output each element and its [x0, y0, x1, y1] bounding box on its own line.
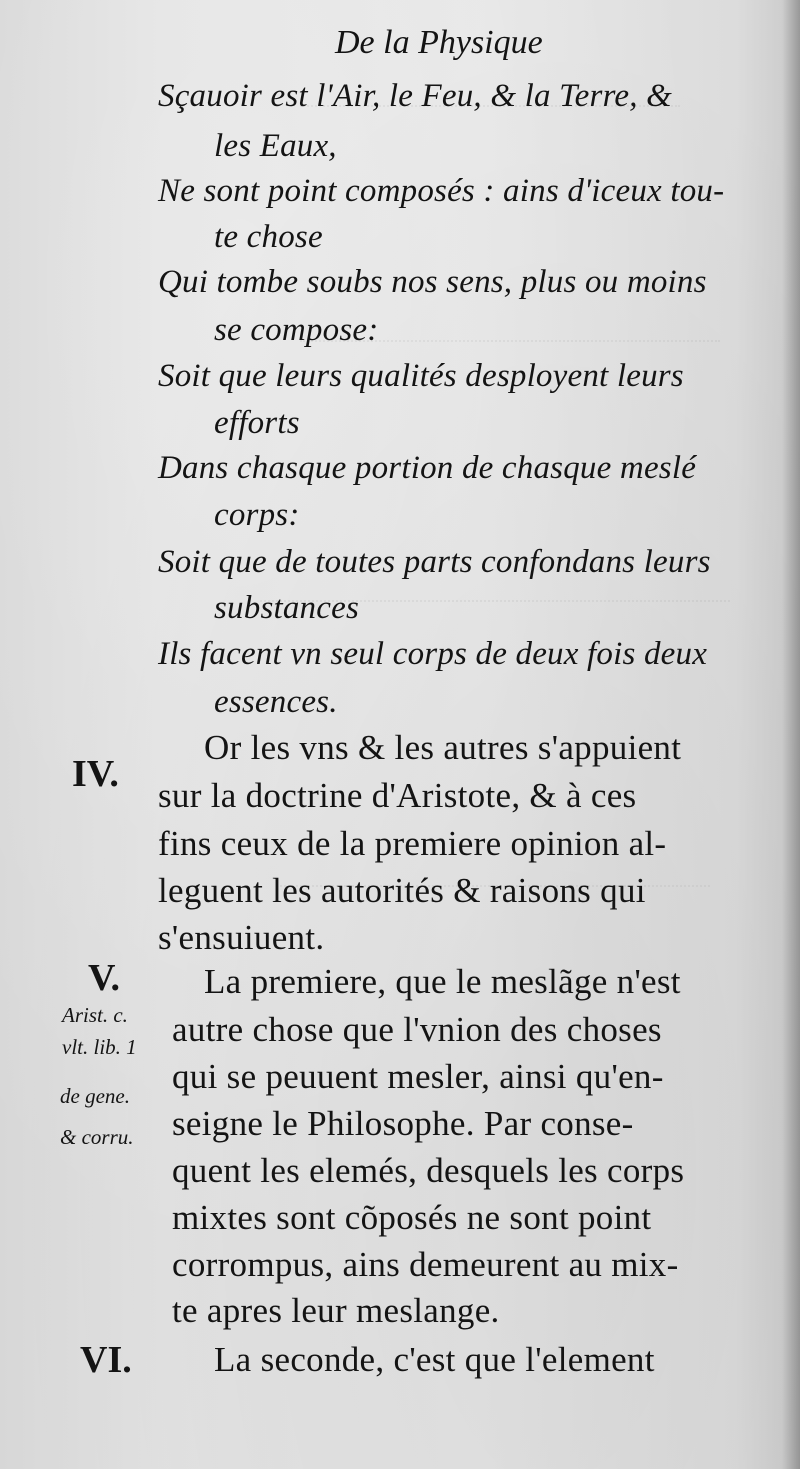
- verse-line: Qui tombe soubs nos sens, plus ou moins: [158, 264, 707, 300]
- paragraph-line: corrompus, ains demeurent au mix-: [172, 1245, 679, 1284]
- margin-note-line: de gene.: [60, 1084, 130, 1108]
- paragraph-line: autre chose que l'vnion des choses: [172, 1010, 662, 1049]
- paragraph-line: Or les vns & les autres s'appuient: [204, 728, 682, 767]
- verse-line: Dans chasque portion de chasque meslé: [158, 450, 697, 486]
- verse-line: corps:: [214, 497, 300, 533]
- paragraph-line: te apres leur meslange.: [172, 1291, 500, 1330]
- verse-line: Ne sont point composés : ains d'iceux tou-: [158, 173, 725, 209]
- verse-line: Soit que de toutes parts confondans leurs: [158, 544, 711, 580]
- verse-line: efforts: [214, 405, 300, 441]
- paragraph-line: seigne le Philosophe. Par conse-: [172, 1104, 634, 1143]
- paragraph-line: leguent les autorités & raisons qui: [158, 871, 646, 910]
- verse-line: essences.: [214, 684, 338, 720]
- verse-line: Sçauoir est l'Air, le Feu, & la Terre, &: [158, 78, 673, 114]
- section-numeral-vi: VI.: [80, 1339, 132, 1381]
- verse-line: Soit que leurs qualités desployent leurs: [158, 358, 684, 394]
- margin-note-line: vlt. lib. 1: [62, 1035, 137, 1059]
- section-numeral-iv: IV.: [72, 753, 119, 795]
- running-head: De la Physique: [335, 24, 543, 61]
- verse-line: les Eaux,: [214, 128, 337, 164]
- verse-line: se compose:: [214, 312, 379, 348]
- section-numeral-v: V.: [88, 957, 121, 999]
- paragraph-line: mixtes sont cõposés ne sont point: [172, 1198, 652, 1237]
- paragraph-line: fins ceux de la premiere opinion al-: [158, 824, 667, 863]
- verse-line: te chose: [214, 219, 323, 255]
- paragraph-line: qui se peuuent mesler, ainsi qu'en-: [172, 1057, 664, 1096]
- margin-note-line: Arist. c.: [62, 1003, 128, 1027]
- paragraph-line: La premiere, que le meslãge n'est: [204, 962, 681, 1001]
- margin-note-line: & corru.: [60, 1125, 134, 1149]
- paragraph-line: sur la doctrine d'Aristote, & à ces: [158, 776, 637, 815]
- paragraph-line: quent les elemés, desquels les corps: [172, 1151, 685, 1190]
- verse-line: Ils facent vn seul corps de deux fois deux: [158, 636, 708, 672]
- verse-line: substances: [214, 590, 359, 626]
- paragraph-line: s'ensuiuent.: [158, 918, 325, 957]
- paragraph-line: La seconde, c'est que l'element: [214, 1340, 655, 1379]
